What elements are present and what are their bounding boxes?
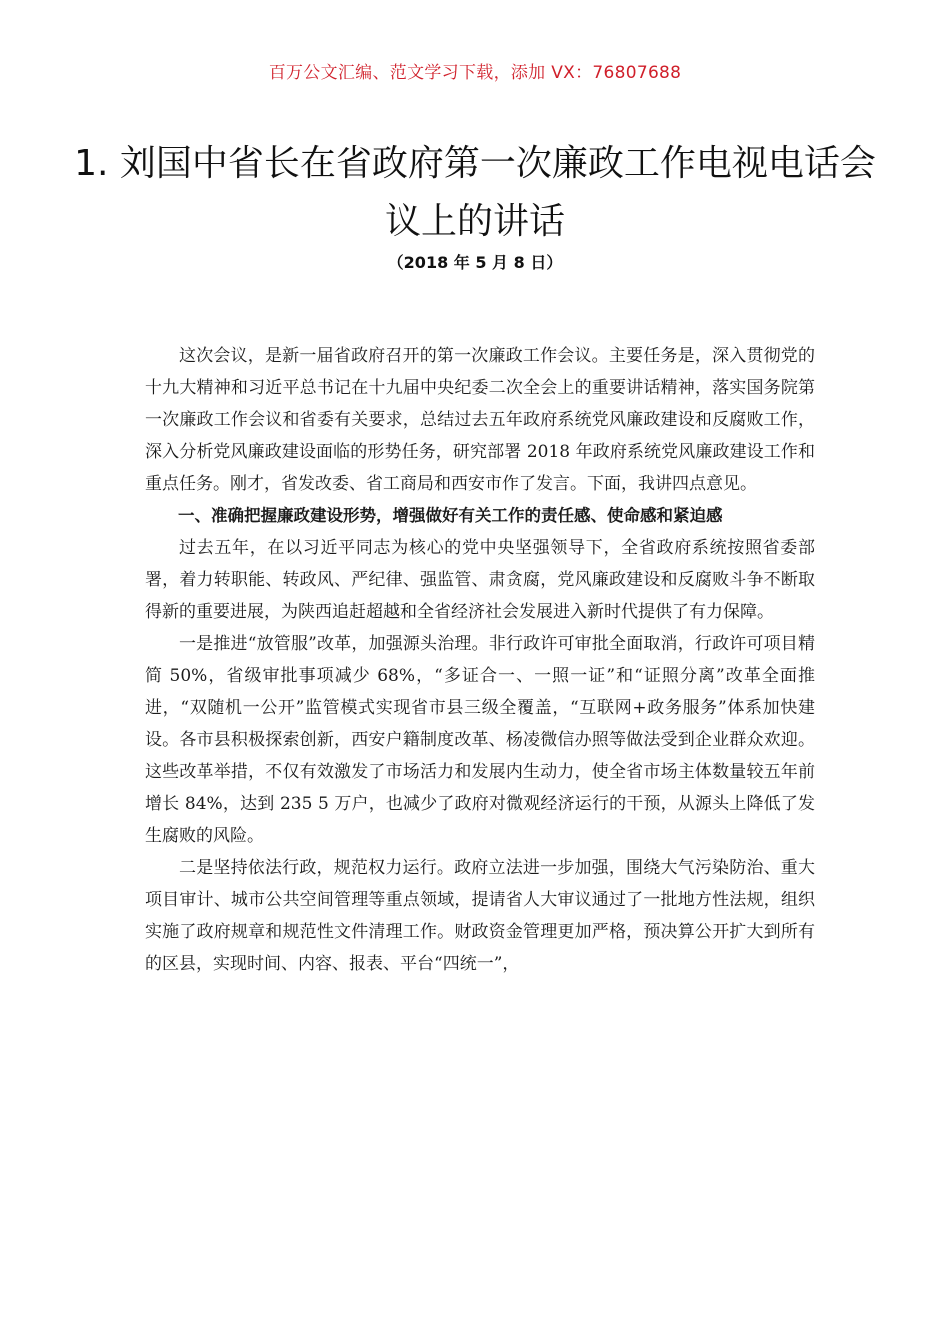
document-body xyxy=(145,340,815,980)
paragraph-review: 过去五年，在以习近平同志为核心的党中央坚强领导下，全省政府系统按照省委部署，着力转职能、转政风、严纪律、强监管、肃贪腐，党风廉政建设和反腐败斗争不断取得新的重要进展，为陕西追赶超越和全省经济社会发展进入新时代提供了有力保障。 xyxy=(145,538,815,622)
header-banner: 百万公文汇编、范文学习下载，添加 VX：76807688 xyxy=(268,63,682,83)
paragraph-point-2: 二是坚持依法行政，规范权力运行。政府立法进一步加强，围绕大气污染防治、重大项目审计、城市公共空间管理等重点领域，提请省人大审议通过了一批地方性法规，组织实施了政府规章和规范性文件清理工作。财政资金管理更加严格，预决算公开扩大到所有的区县，实现时间、内容、报表、平台“四统一”， xyxy=(145,858,815,974)
paragraph-intro: 这次会议，是新一届省政府召开的第一次廉政工作会议。主要任务是，深入贯彻党的十九大精神和习近平总书记在十九届中央纪委二次全会上的重要讲话精神，落实国务院第一次廉政工作会议和省委有关要求，总结过去五年政府系统党风廉政建设和反腐败工作，深入分析党风廉政建设面临的形势任务，研究部署 2018 年政府系统党风廉政建设工作和重点任务。刚才，省发改委、省工商局和西安市作了发言。下面，我讲四点意见。 xyxy=(145,346,815,494)
document-date: （2018 年 5 月 8 日） xyxy=(387,253,563,272)
document-title: 1. 刘国中省长在省政府第一次廉政工作电视电话会议上的讲话 xyxy=(74,143,876,242)
section-heading-1: 一、准确把握廉政建设形势，增强做好有关工作的责任感、使命感和紧迫感 xyxy=(178,506,723,525)
paragraph-point-1: 一是推进“放管服”改革，加强源头治理。非行政许可审批全面取消，行政许可项目精简 50%，省级审批事项减少 68%，“多证合一、一照一证”和“证照分离”改革全面推进，“双随机一公开”监管模式实现省市县三级全覆盖，“互联网+政务服务”体系加快建设。各市县积极探索创新，西安户籍制度改革、杨凌微信办照等做法受到企业群众欢迎。这些改革举措，不仅有效激发了市场活力和发展内生动力，使全省市场主体数量较五年前增长 84%，达到 235 5 万户，也减少了政府对微观经济运行的干预，从源头上降低了发生腐败的风险。 xyxy=(145,634,815,846)
